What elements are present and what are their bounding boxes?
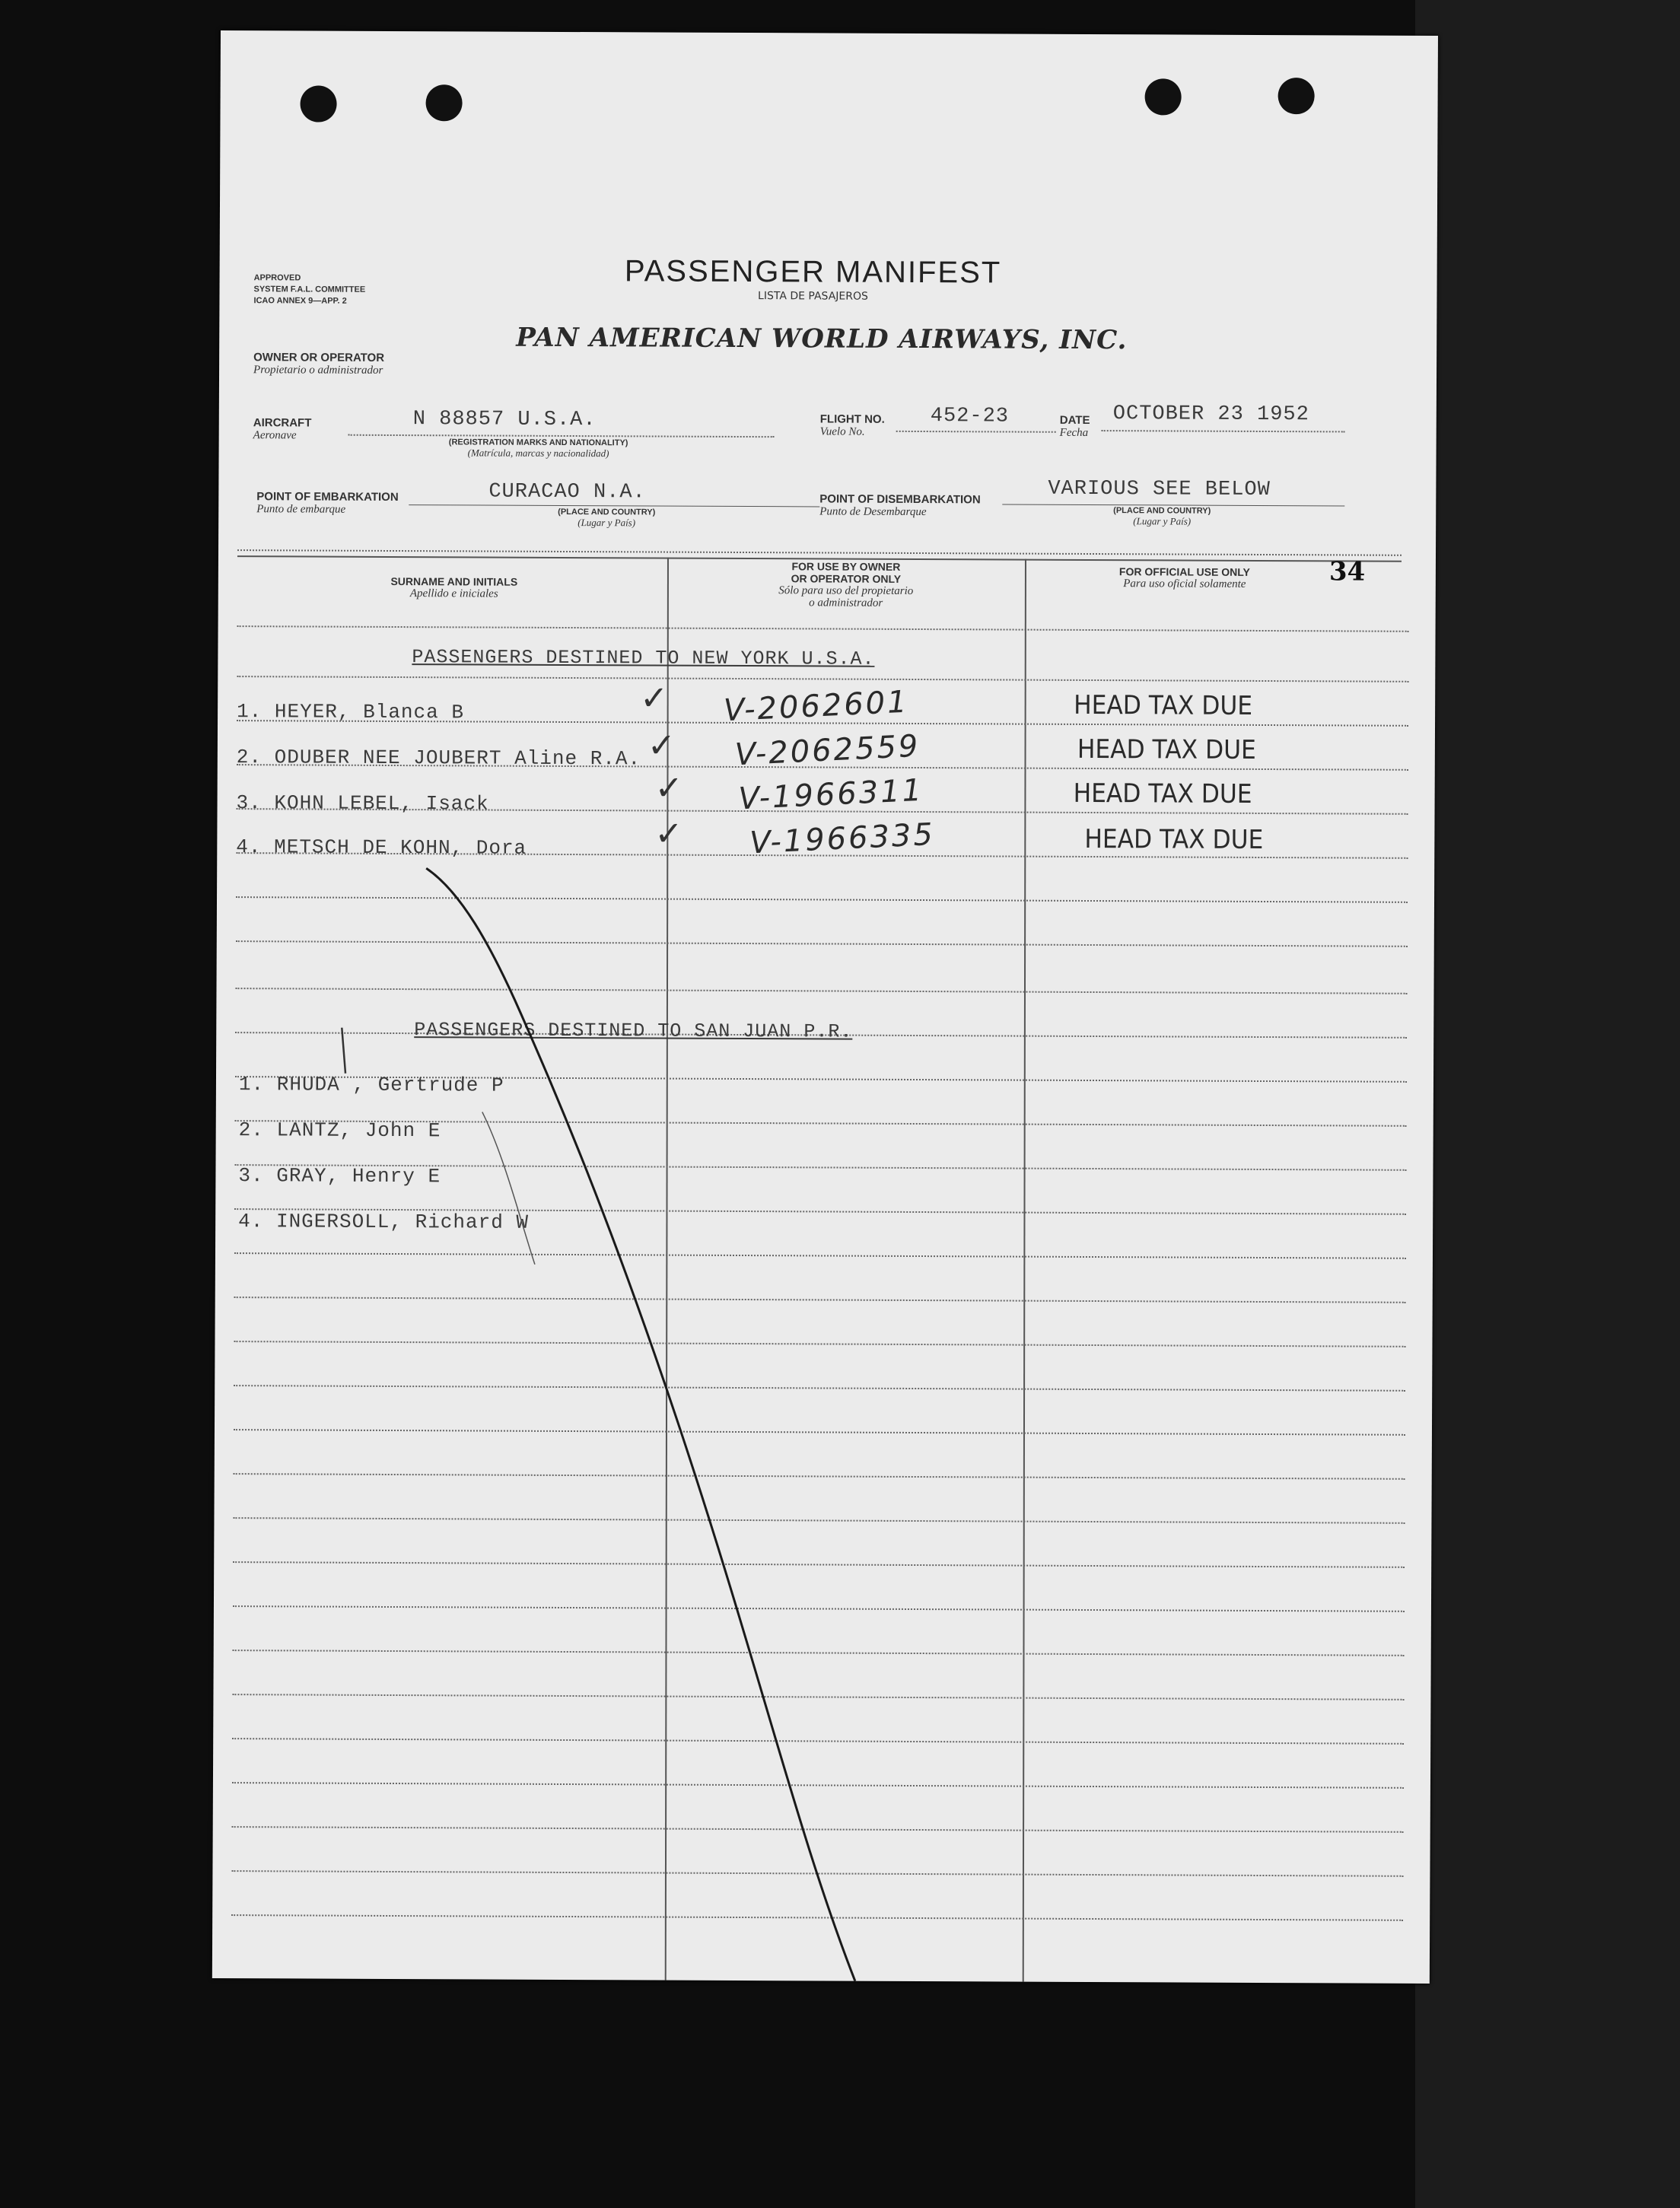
surname-column-header: SURNAME AND INITIALS Apellido e iniciales (390, 574, 518, 600)
page-subtitle: LISTA DE PASAJEROS (758, 290, 868, 303)
passenger-row-ny-1: 1. HEYER, Blanca B (237, 700, 465, 724)
disembark-caption: (PLACE AND COUNTRY) (Lugar y País) (1113, 506, 1211, 527)
aircraft-label: AIRCRAFT Aeronave (253, 416, 312, 442)
head-tax-stamp: HEAD TAX DUE (1077, 733, 1256, 765)
approval-line: APPROVED (253, 273, 301, 283)
visa-number: V-1966311 (737, 772, 925, 817)
visa-number: V-2062559 (733, 728, 921, 773)
disembark-label: POINT OF DISEMBARKATION Punto de Desembarque (819, 492, 981, 519)
disembark-value: VARIOUS SEE BELOW (1048, 477, 1271, 502)
aircraft-value: N 88857 U.S.A. (412, 408, 597, 432)
head-tax-stamp: HEAD TAX DUE (1073, 778, 1252, 810)
visa-number: V-1966335 (749, 816, 936, 861)
aircraft-caption: (REGISTRATION MARKS AND NATIONALITY) (Matrícula, marcas y nacionalidad) (448, 437, 628, 460)
approval-line: SYSTEM F.A.L. COMMITTEE (253, 285, 366, 294)
checkmark: ✓ (640, 679, 669, 718)
scan-background (1415, 0, 1680, 2208)
approval-line: ICAO ANNEX 9—APP. 2 (253, 296, 347, 306)
embark-value: CURACAO N.A. (488, 480, 646, 504)
passenger-row-sj-3: 3. GRAY, Henry E (238, 1164, 441, 1188)
passenger-row-ny-3: 3. KOHN LEBEL, Isack (236, 791, 489, 816)
date-label: DATE Fecha (1059, 413, 1090, 439)
owner-label: OWNER OR OPERATOR Propietario o administrador (253, 351, 385, 377)
owner-value: PAN AMERICAN WORLD AIRWAYS, INC. (516, 322, 1128, 356)
page-number: 34 (1328, 556, 1366, 587)
page-title: PASSENGER MANIFEST (624, 254, 1002, 290)
passenger-row-sj-1: 1. RHUDA , Gertrude P (238, 1073, 504, 1097)
section-heading-new-york: PASSENGERS DESTINED TO NEW YORK U.S.A. (412, 646, 875, 670)
date-value: OCTOBER 23 1952 (1112, 402, 1309, 427)
checkmark: ✓ (654, 768, 683, 808)
flight-value: 452-23 (930, 405, 1010, 428)
embark-label: POINT OF EMBARKATION Punto de embarque (256, 490, 399, 516)
checkmark: ✓ (647, 726, 676, 765)
owner-use-column-header: FOR USE BY OWNER OR OPERATOR ONLY Sólo para uso del propietario o administrador (778, 560, 914, 609)
checkmark: ✓ (654, 814, 683, 854)
embark-caption: (PLACE AND COUNTRY) (Lugar y País) (558, 507, 656, 529)
section-heading-san-juan: PASSENGERS DESTINED TO SAN JUAN P.R. (414, 1019, 853, 1043)
official-use-column-header: FOR OFFICIAL USE ONLY Para uso oficial solamente (1118, 565, 1250, 590)
flight-label: FLIGHT NO. Vuelo No. (819, 412, 885, 438)
passenger-row-ny-4: 4. METSCH DE KOHN, Dora (236, 835, 527, 860)
head-tax-stamp: HEAD TAX DUE (1084, 823, 1264, 855)
passenger-row-sj-4: 4. INGERSOLL, Richard W (238, 1210, 530, 1234)
visa-number: V-2062601 (723, 684, 910, 729)
pen-stroke (212, 30, 1438, 1984)
passenger-row-ny-2: 2. ODUBER NEE JOUBERT Aline R.A. (236, 746, 641, 771)
head-tax-stamp: HEAD TAX DUE (1074, 689, 1253, 721)
passenger-row-sj-2: 2. LANTZ, John E (238, 1118, 441, 1143)
manifest-page (212, 30, 1438, 1984)
